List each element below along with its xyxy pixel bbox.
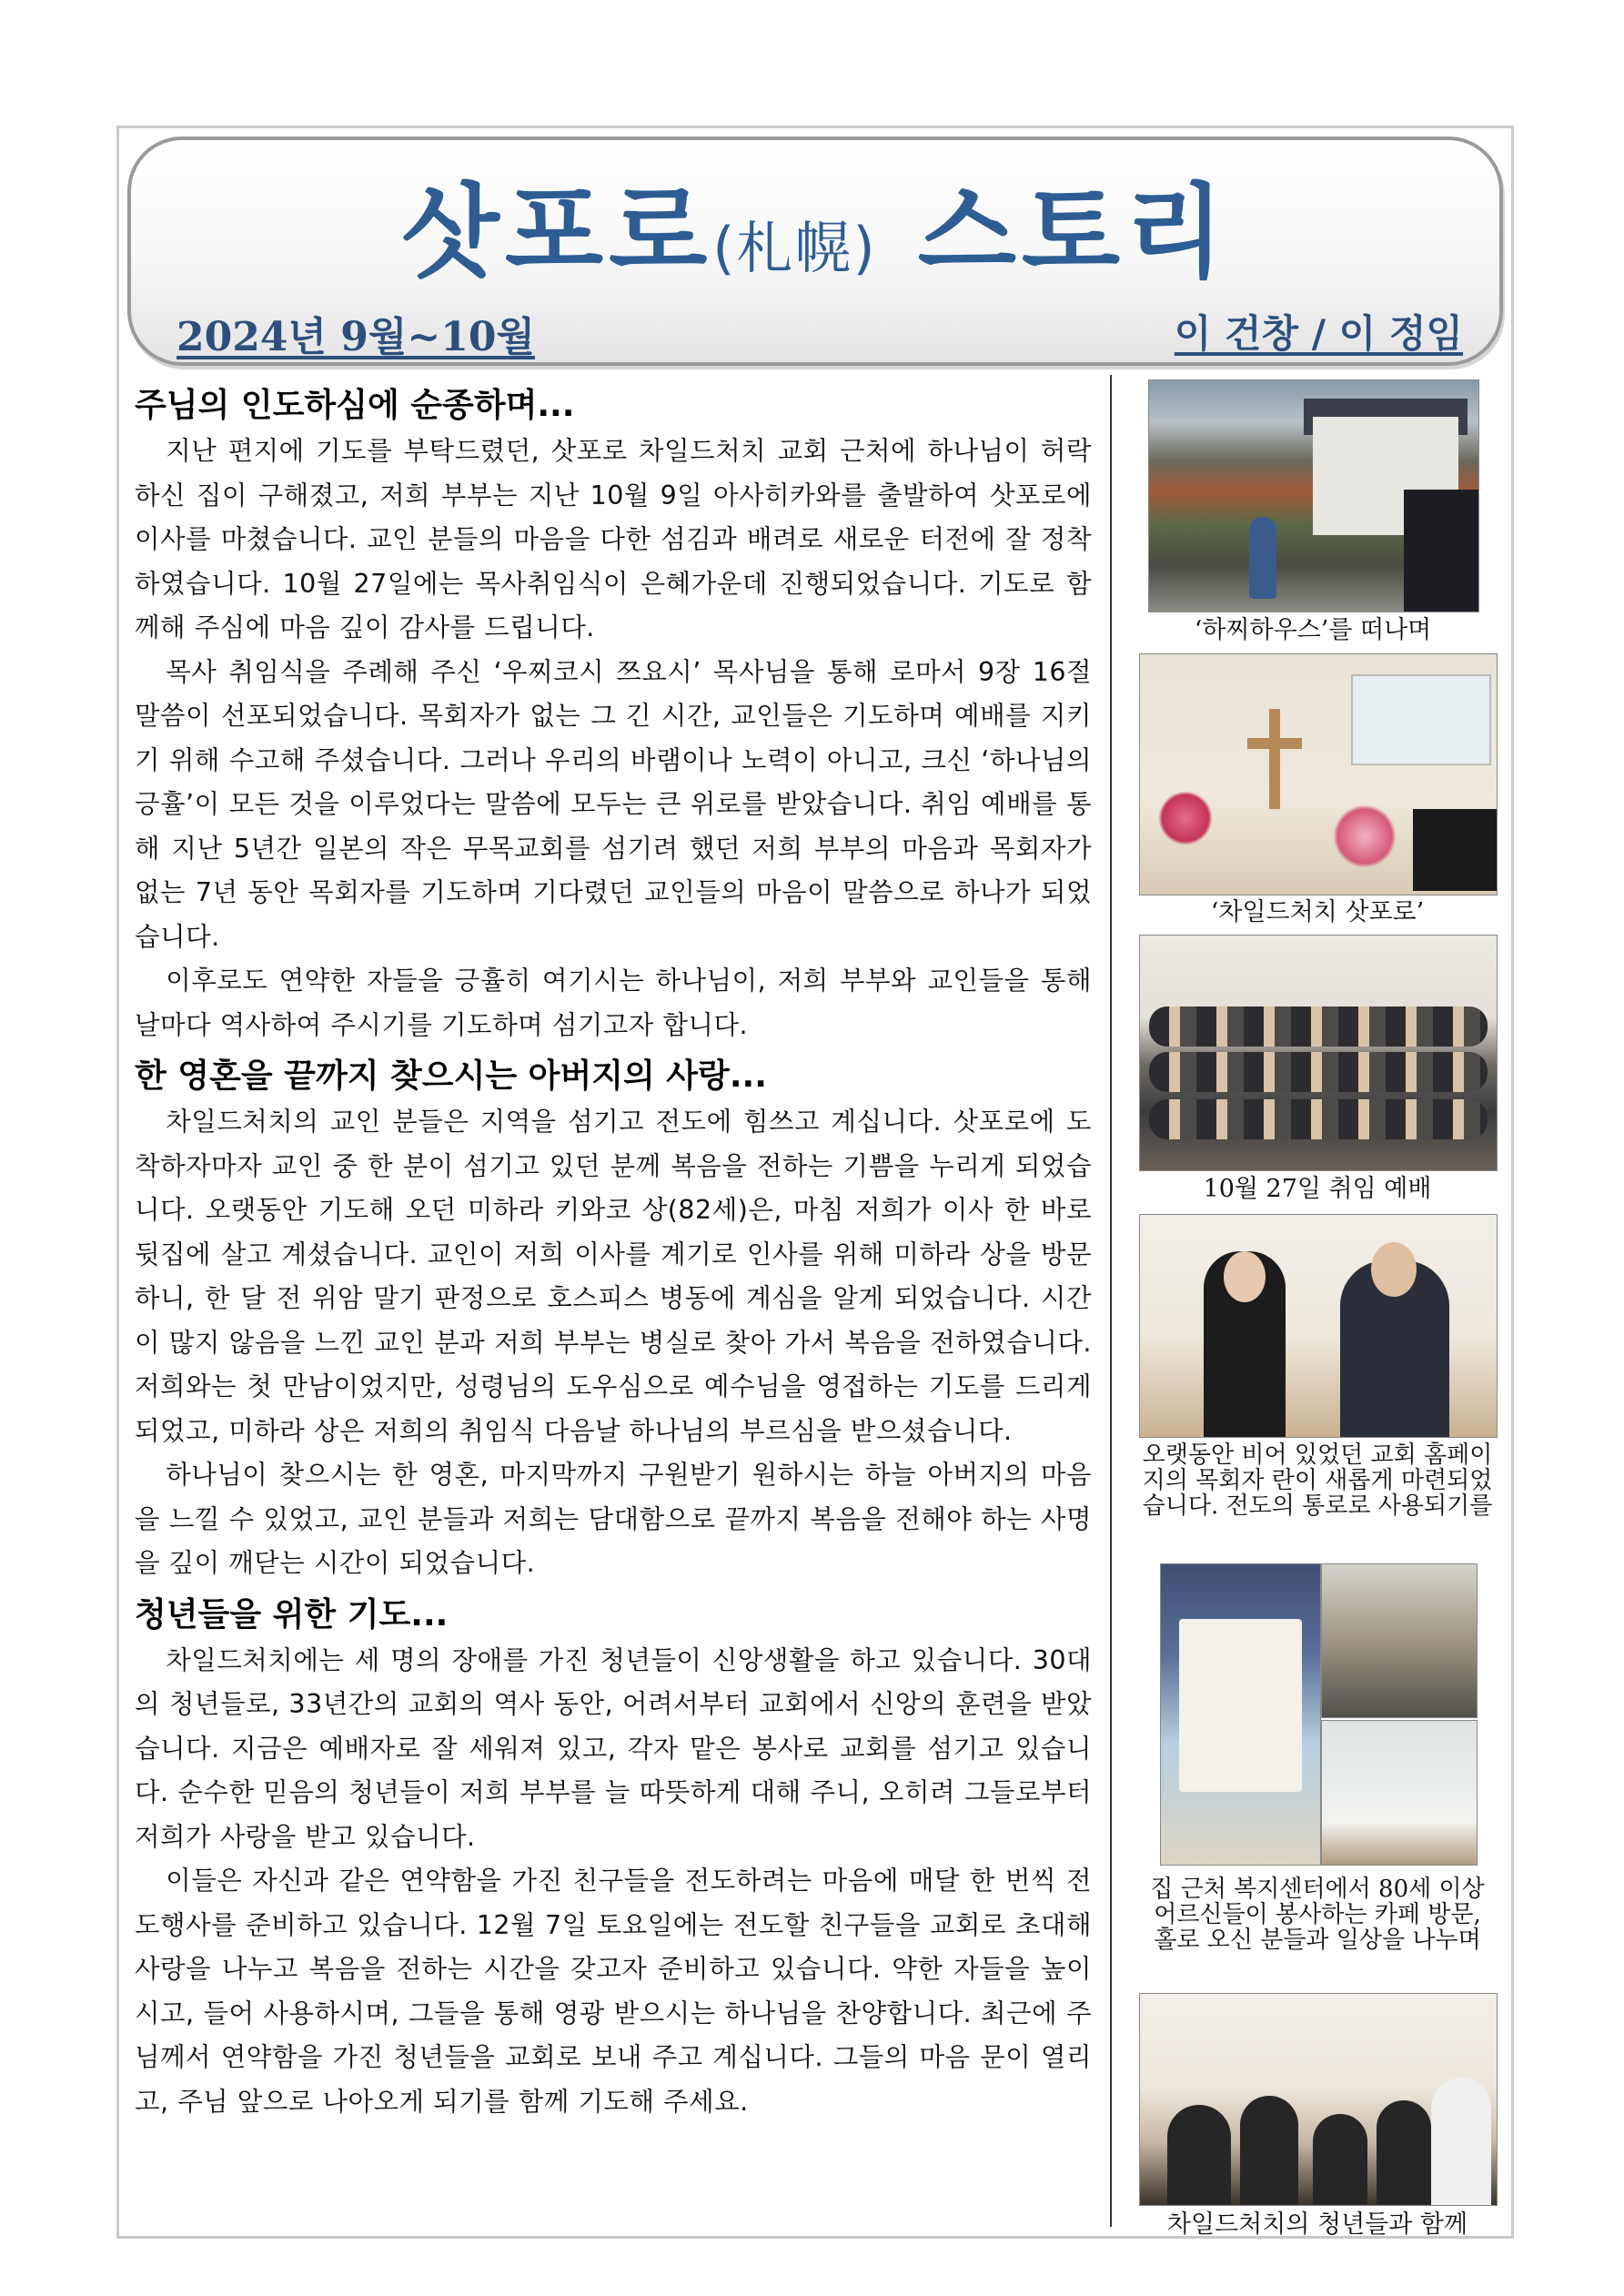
person (1377, 2100, 1431, 2205)
section-heading: 청년들을 위한 기도... (135, 1595, 449, 1633)
photo-youths (1139, 1993, 1498, 2206)
photo-cafe-table (1321, 1563, 1478, 1718)
cafe-sign (1179, 1619, 1302, 1792)
person (1431, 2078, 1491, 2205)
paragraph: 차일드처치의 교인 분들은 지역을 섬기고 전도에 힘쓰고 계십니다. 삿포로에 도착하자마자 교인 중 한 분이 섬기고 있던 분께 복음을 전하는 기쁨을 누리게 되었습니다. 오랫동안 기도해 오던 미하라 키와코 상(82세)은, 마침 저희가 이사 한 바로 뒷집에 살고 계셨습니다. 교인이 저희 이사를 계기로 인사를 위해 미하라 상을 방문하니, 한 달 전 위암 말기 판정으로 호스피스 병동에 계심을 알게 되었습니다. 시간이 많지 않음을 느낀 교인 분과 저희 부부는 병실로 찾아 가서 복음을 전하였습니다. 저희와는 첫 만남이었지만, 성령님의 도우심으로 예수님을 영접하는 기도를 드리게 되었고, 미하라 상은 저희의 취임식 다음날 하나님의 부르심을 받으셨습니다. (135, 1107, 1092, 1446)
caption-photo1: ‘하찌하우스’를 떠나며 (1194, 616, 1432, 644)
authors: 이 건창 / 이 정임 (1174, 311, 1463, 356)
caption-photo4: 오랫동안 비어 있었던 교회 홈페이지의 목회자 란이 새롭게 마련되었습니다. 전도의 통로로 사용되기를 (1142, 1441, 1493, 1520)
photo-cafe-visit (1321, 1720, 1478, 1866)
header-banner (127, 137, 1503, 366)
section-heading: 주님의 인도하심에 순종하며... (135, 387, 575, 424)
group-middle-row (1149, 1052, 1488, 1092)
face (1371, 1242, 1417, 1297)
section-heading: 한 영혼을 끝까지 찾으시는 아버지의 사랑... (135, 1057, 767, 1095)
piano (1413, 809, 1497, 891)
group-back-row (1149, 1006, 1488, 1047)
flower-arrangement (1158, 791, 1213, 845)
photo-cafe-sign (1160, 1563, 1321, 1866)
person (1249, 517, 1276, 599)
paragraph: 이들은 자신과 같은 연약함을 가진 친구들을 전도하려는 마음에 매달 한 번씩 전도행사를 준비하고 있습니다. 12월 7일 토요일에는 전도할 친구들을 교회로 초대해 사랑을 나누고 복음을 전하는 시간을 갖고자 준비하고 있습니다. 약한 자들을 높이시고, 들어 사용하시며, 그들을 통해 영광 받으시는 하나님을 찬양합니다. 최근에 주님께서 연약함을 가진 청년들을 교회로 보내 주고 계십니다. 그들의 마음 문이 열리고, 주님 앞으로 나아오게 되기를 함께 기도해 주세요. (135, 1866, 1092, 2117)
car (1404, 490, 1478, 612)
article-column (135, 382, 1092, 2124)
paragraph: 목사 취임식을 주례해 주신 ‘우찌코시 쯔요시’ 목사님을 통해 로마서 9장 16절 말씀이 선포되었습니다. 목회자가 없는 그 긴 시간, 교인들은 기도하며 예배를 지키기 위해 수고해 주셨습니다. 그러나 우리의 바램이나 노력이 아니고, 크신 ‘하나님의 긍휼’이 모든 것을 이루었다는 말씀에 모두는 큰 위로를 받았습니다. 취임 예배를 통해 지난 5년간 일본의 작은 무목교회를 섬기려 했던 저희 부부의 마음과 목회자가 없는 7년 동안 목회자를 기도하며 기다렸던 교인들의 마음이 말씀으로 하나가 되었습니다. (135, 656, 1092, 952)
newsletter-title (131, 174, 1499, 303)
caption-photo3: 10월 27일 취임 예배 (1203, 1175, 1432, 1203)
cross-bar (1247, 738, 1302, 749)
paragraph: 지난 편지에 기도를 부탁드렸던, 삿포로 차일드처치 교회 근처에 하나님이 허락하신 집이 구해졌고, 저희 부부는 지난 10월 9일 아사히카와를 출발하여 삿포로에 이사를 마쳤습니다. 교인 분들의 마음을 다한 섬김과 배려로 새로운 터전에 잘 정착하였습니다. 10월 27일에는 목사취임식이 은혜가운데 진행되었습니다. 기도로 함께해 주심에 마음 깊이 감사를 드립니다. (135, 436, 1092, 642)
person (1167, 2105, 1231, 2205)
person (1313, 2114, 1367, 2205)
issue-date: 2024년 9월~10월 (177, 314, 536, 360)
cross-icon (1269, 709, 1280, 809)
photo-chapel (1139, 653, 1498, 895)
title-main-b: 스토리 (917, 174, 1230, 292)
paragraph: 차일드처치에는 세 명의 장애를 가진 청년들이 신앙생활을 하고 있습니다. 30대의 청년들로, 33년간의 교회의 역사 동안, 어려서부터 교회에서 신앙의 훈련을 받았습니다. 지금은 예배자로 잘 세워져 있고, 각자 맡은 봉사로 교회를 섬기고 있습니다. 순수한 믿음의 청년들이 저희 부부를 늘 따뜻하게 대해 주니, 오히려 그들로부터 저희가 사랑을 받고 있습니다. (135, 1644, 1092, 1852)
title-main-a: 삿포로 (400, 174, 713, 292)
column-divider (1110, 375, 1112, 2227)
paragraph: 이후로도 연약한 자들을 긍휼히 여기시는 하나님이, 저희 부부와 교인들을 통해 날마다 역사하여 주시기를 기도하며 섬기고자 합니다. (135, 966, 1092, 1040)
flower-arrangement (1333, 804, 1397, 868)
paragraph: 하나님이 찾으시는 한 영혼, 마지막까지 구원받기 원하시는 하늘 아버지의 마음을 느낄 수 있었고, 교인 분들과 저희는 담대함으로 끝까지 복음을 전해야 하는 사명을 깊이 깨닫는 시간이 되었습니다. (135, 1460, 1092, 1578)
photo-group (1139, 935, 1498, 1171)
caption-photo6: 차일드처치의 청년들과 함께 (1166, 2210, 1468, 2239)
caption-photo5: 집 근처 복지센터에서 80세 이상 어르신들이 봉사하는 카페 방문, 홀로 오신 분들과 일상을 나누며 (1150, 1876, 1485, 1954)
face (1224, 1251, 1266, 1302)
photo-house (1148, 379, 1479, 612)
person (1240, 2096, 1298, 2205)
caption-photo2: ‘차일드처치 삿포로’ (1210, 898, 1425, 926)
photo-couple (1139, 1214, 1498, 1438)
title-hanja: (札幌) (712, 215, 877, 281)
projection-screen (1351, 674, 1491, 765)
group-front-row (1149, 1099, 1488, 1139)
